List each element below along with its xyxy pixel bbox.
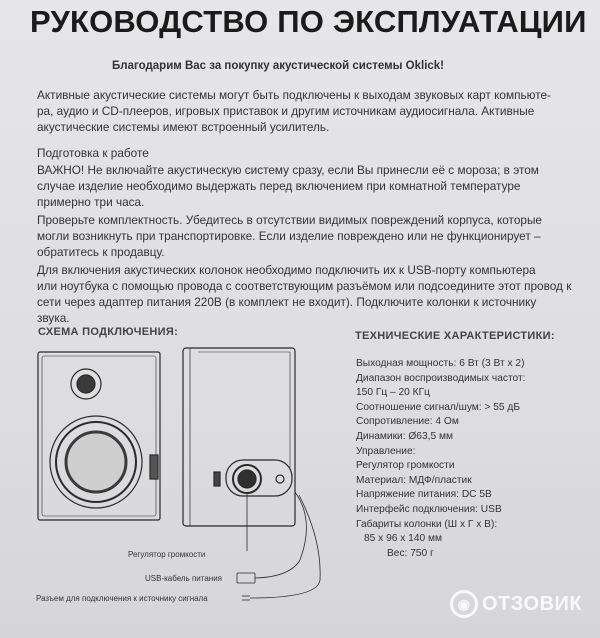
spec-item: Динамики: Ø63,5 мм bbox=[356, 430, 453, 442]
specs-title: ТЕХНИЧЕСКИЕ ХАРАКТЕРИСТИКИ: bbox=[355, 330, 555, 342]
cable-lines bbox=[237, 492, 320, 600]
connect-line: звука. bbox=[37, 311, 70, 325]
spec-item: Напряжение питания: DC 5В bbox=[356, 489, 492, 501]
signal-jack-label: Разъем для подключения к источнику сигнала bbox=[36, 594, 208, 603]
spec-item: Сопротивление: 4 Ом bbox=[356, 416, 459, 428]
watermark bbox=[450, 590, 582, 618]
side-speaker-drawing bbox=[183, 348, 295, 526]
check-paragraph bbox=[37, 212, 572, 260]
prep-heading: Подготовка к работе bbox=[37, 146, 149, 160]
page-title: РУКОВОДСТВО ПО ЭКСПЛУАТАЦИИ bbox=[30, 4, 587, 39]
spec-item: Выходная мощность: 6 Вт (3 Вт х 2) bbox=[356, 358, 525, 369]
otzovik-logo-icon: ◉ bbox=[450, 590, 478, 618]
check-line: Проверьте комплектность. Убедитесь в отсутствии видимых повреждений корпуса, которые bbox=[37, 213, 542, 227]
spec-item: Регулятор громкости bbox=[356, 460, 455, 472]
warning-line: примерно три часа. bbox=[37, 195, 145, 209]
check-line: обратитесь к продавцу. bbox=[37, 245, 165, 259]
intro-line: ра, аудио и CD-плееров, игровых приставок и другим источникам аудиосигнала. Активные bbox=[37, 104, 535, 118]
connect-line: сети через адаптер питания 220В (в комплект не входит). Подключите колонки к источнику bbox=[37, 295, 537, 309]
schema-title: СХЕМА ПОДКЛЮЧЕНИЯ: bbox=[38, 326, 179, 338]
connect-line: Для включения акустических колонок необходимо подключить их к USB-порту компьютера bbox=[37, 263, 536, 277]
connect-line: или ноутбука с помощью провода с соответствующим разъёмом или подсоедините этот провод к bbox=[37, 279, 572, 293]
check-line: могли возникнуть при транспортировке. Если изделие повреждено или не функционирует – bbox=[37, 229, 541, 243]
volume-label: Регулятор громкости bbox=[128, 550, 206, 559]
spec-item: Интерфейс подключения: USB bbox=[356, 503, 502, 515]
spec-item: Материал: МДФ/пластик bbox=[356, 474, 472, 486]
intro-line: Активные акустические системы могут быть подключены к выходам звуковых карт компьюте- bbox=[37, 88, 551, 102]
connect-paragraph bbox=[37, 262, 572, 326]
spec-item: Диапазон воспроизводимых частот: bbox=[356, 372, 526, 384]
warning-line: ВАЖНО! Не включайте акустическую систему сразу, если Вы принесли её с мороза; в этом bbox=[37, 163, 539, 177]
intro-line: акустические системы имеют встроенный усилитель. bbox=[37, 120, 330, 134]
spec-item: 85 х 96 х 140 мм bbox=[364, 533, 443, 545]
front-speaker-drawing bbox=[38, 352, 160, 520]
intro-paragraph bbox=[37, 87, 572, 135]
spec-item: 150 Гц – 20 КГц bbox=[356, 387, 430, 399]
spec-item: Соотношение сигнал/шум: > 55 дБ bbox=[356, 401, 521, 413]
connection-diagram bbox=[0, 340, 360, 630]
specs-list bbox=[356, 357, 556, 561]
spec-item: Управление: bbox=[356, 445, 416, 457]
warning-line: случае изделие необходимо выдержать перед включением при комнатной температуре bbox=[37, 179, 521, 193]
spec-item: Вес: 750 г bbox=[387, 547, 434, 559]
watermark-text: ОТЗОВИК bbox=[482, 592, 583, 615]
usb-cable-label: USB-кабель питания bbox=[145, 574, 223, 583]
thanks-line: Благодарим Вас за покупку акустической системы Oklick! bbox=[112, 60, 445, 72]
warning-paragraph bbox=[37, 162, 572, 210]
spec-item: Габариты колонки (Ш х Г х В): bbox=[356, 518, 498, 530]
